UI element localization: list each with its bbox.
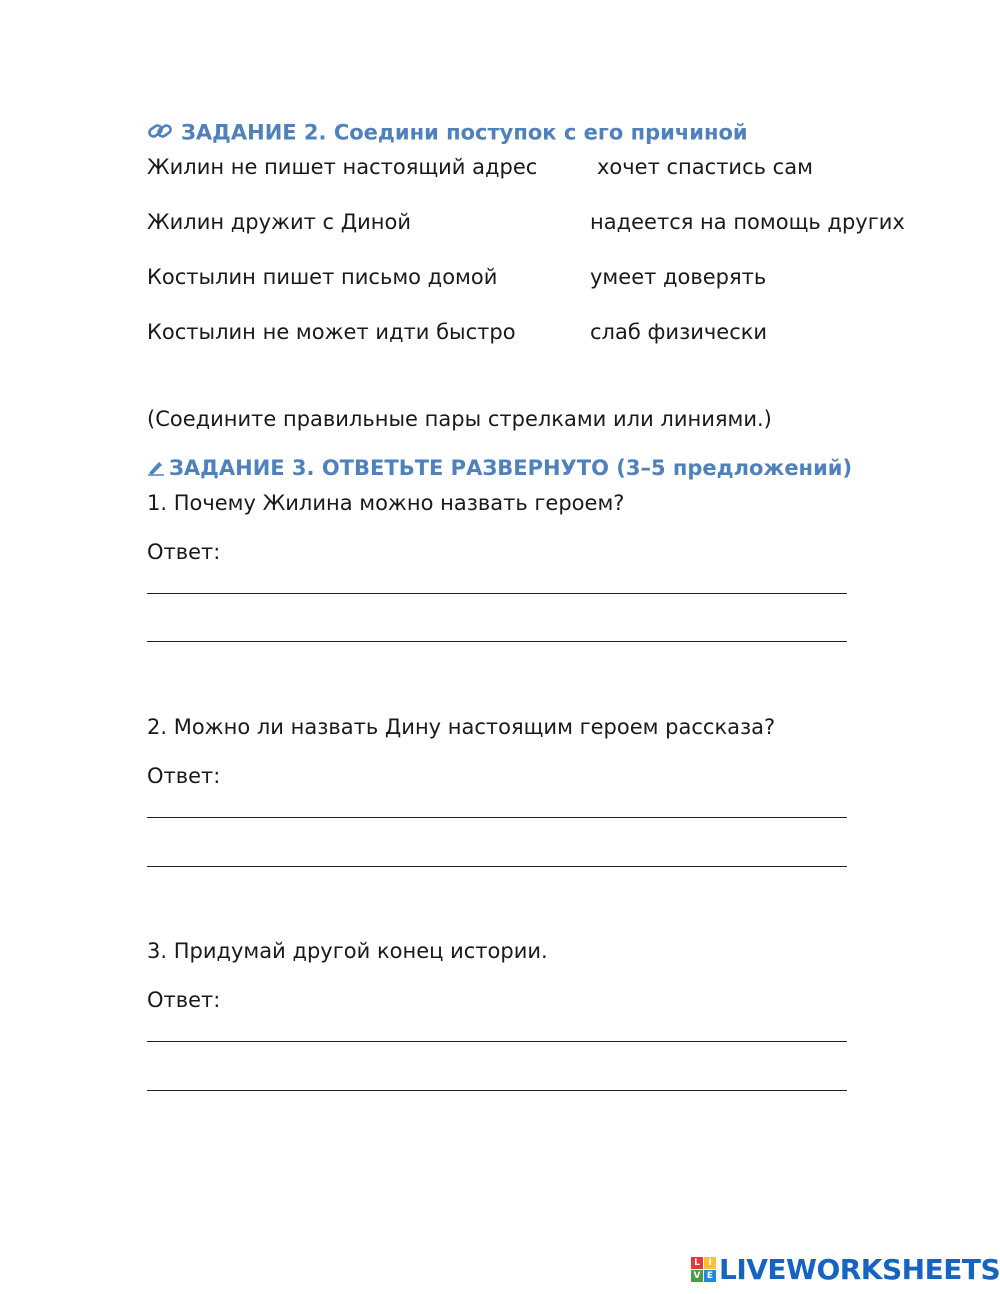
- logo-block: V: [691, 1270, 703, 1282]
- question-2: 2. Можно ли назвать Дину настоящим героем рассказа?: [147, 715, 776, 739]
- action-item[interactable]: Костылин не может идти быстро: [147, 320, 516, 344]
- reason-item[interactable]: умеет доверять: [590, 265, 767, 289]
- question-1: 1. Почему Жилина можно назвать героем?: [147, 491, 625, 515]
- reason-item[interactable]: хочет спастись сам: [597, 155, 813, 179]
- task2-note: (Соедините правильные пары стрелками или линиями.): [147, 407, 772, 431]
- logo-text: LIVEWORKSHEETS: [719, 1252, 1000, 1286]
- task2-title: ЗАДАНИЕ 2. Соедини поступок с его причиной: [181, 120, 748, 145]
- answer-line[interactable]: [147, 593, 847, 594]
- task3-title: ЗАДАНИЕ 3. ОТВЕТЬТЕ РАЗВЕРНУТО (3–5 предложений): [169, 456, 853, 480]
- paperclip-icon: [147, 120, 173, 147]
- logo-block: L: [691, 1257, 703, 1269]
- task3-heading: [147, 456, 852, 481]
- logo-block: I: [704, 1257, 716, 1269]
- logo-blocks: [691, 1257, 716, 1282]
- answer-line[interactable]: [147, 817, 847, 818]
- liveworksheets-logo: [691, 1254, 1000, 1284]
- action-item[interactable]: Жилин дружит с Диной: [147, 210, 411, 234]
- answer-label: Ответ:: [147, 540, 221, 564]
- answer-line[interactable]: [147, 641, 847, 642]
- action-item[interactable]: Костылин пишет письмо домой: [147, 265, 498, 289]
- answer-line[interactable]: [147, 1090, 847, 1091]
- action-item[interactable]: Жилин не пишет настоящий адрес: [147, 155, 538, 179]
- logo-block: E: [704, 1270, 716, 1282]
- answer-label: Ответ:: [147, 764, 221, 788]
- answer-line[interactable]: [147, 1041, 847, 1042]
- writing-hand-icon: [147, 457, 165, 481]
- answer-label: Ответ:: [147, 988, 221, 1012]
- task2-heading: [147, 120, 748, 147]
- reason-item[interactable]: надеется на помощь других: [590, 210, 905, 234]
- reason-item[interactable]: слаб физически: [590, 320, 768, 344]
- question-3: 3. Придумай другой конец истории.: [147, 939, 548, 963]
- answer-line[interactable]: [147, 866, 847, 867]
